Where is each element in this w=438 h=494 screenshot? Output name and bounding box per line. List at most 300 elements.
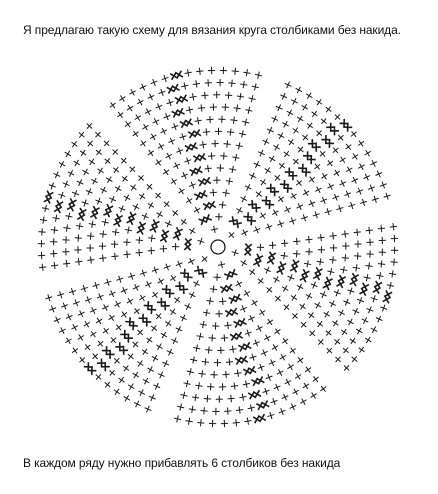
increase-symbol	[308, 139, 321, 152]
single-crochet-symbol	[254, 71, 263, 80]
single-crochet-symbol	[279, 92, 288, 101]
single-crochet-symbol	[104, 175, 114, 185]
footer-caption: В каждом ряду нужно прибавлять 6 столбиков без накида	[23, 456, 341, 470]
single-crochet-symbol	[276, 131, 286, 141]
single-crochet-symbol	[291, 126, 301, 136]
single-crochet-symbol	[289, 191, 299, 201]
single-crochet-symbol	[251, 83, 260, 92]
single-crochet-symbol	[162, 199, 172, 209]
single-crochet-symbol	[172, 161, 182, 171]
increase-symbol	[230, 332, 243, 341]
single-crochet-symbol	[243, 183, 253, 193]
single-crochet-symbol	[168, 307, 178, 317]
single-crochet-symbol	[196, 237, 205, 246]
single-crochet-symbol	[176, 403, 185, 412]
single-crochet-symbol	[293, 371, 303, 381]
single-crochet-symbol	[159, 127, 169, 137]
single-crochet-symbol	[62, 236, 70, 244]
single-crochet-symbol	[87, 157, 97, 167]
single-crochet-symbol	[226, 358, 234, 366]
single-crochet-symbol	[83, 342, 93, 352]
increase-symbol	[44, 191, 53, 204]
increase-symbol	[253, 414, 266, 423]
single-crochet-symbol	[348, 336, 358, 346]
single-crochet-symbol	[172, 295, 182, 305]
single-crochet-symbol	[331, 145, 341, 155]
single-crochet-symbol	[252, 160, 262, 170]
single-crochet-symbol	[148, 234, 156, 242]
single-crochet-symbol	[154, 342, 164, 352]
single-crochet-symbol	[184, 196, 194, 206]
increase-symbol	[102, 346, 115, 359]
single-crochet-symbol	[96, 166, 106, 176]
single-crochet-symbol	[159, 330, 169, 340]
single-crochet-symbol	[215, 310, 222, 317]
single-crochet-symbol	[217, 347, 224, 354]
increase-symbol	[162, 285, 174, 298]
single-crochet-symbol	[154, 102, 163, 111]
increase-symbol	[77, 208, 86, 221]
single-crochet-symbol	[266, 411, 275, 420]
single-crochet-symbol	[135, 327, 145, 337]
single-crochet-symbol	[192, 279, 202, 289]
single-crochet-symbol	[337, 308, 347, 318]
single-crochet-symbol	[122, 393, 132, 403]
single-crochet-symbol	[209, 420, 216, 427]
single-crochet-symbol	[69, 139, 79, 149]
increase-symbol	[199, 214, 212, 225]
single-crochet-symbol	[199, 320, 207, 328]
single-crochet-symbol	[347, 201, 356, 210]
single-crochet-symbol	[117, 94, 127, 104]
single-crochet-symbol	[93, 372, 103, 382]
single-crochet-symbol	[216, 396, 223, 403]
increase-symbol	[54, 200, 63, 213]
single-crochet-symbol	[175, 146, 184, 155]
single-crochet-symbol	[275, 368, 285, 378]
increase-symbol	[266, 184, 279, 197]
single-crochet-symbol	[99, 185, 109, 195]
single-crochet-symbol	[156, 142, 166, 152]
single-crochet-symbol	[304, 91, 314, 101]
single-crochet-symbol	[377, 225, 385, 233]
single-crochet-symbol	[239, 393, 247, 401]
increase-symbol	[323, 277, 333, 290]
single-crochet-symbol	[344, 165, 354, 175]
increase-symbol	[157, 298, 170, 311]
single-crochet-symbol	[167, 136, 176, 145]
single-crochet-symbol	[146, 200, 156, 210]
increase-symbol	[248, 200, 261, 212]
increase-symbol	[321, 135, 334, 148]
single-crochet-symbol	[357, 345, 367, 355]
single-crochet-symbol	[286, 362, 296, 372]
single-crochet-symbol	[296, 144, 306, 154]
single-crochet-symbol	[221, 334, 229, 342]
single-crochet-symbol	[378, 260, 386, 268]
single-crochet-symbol	[244, 417, 252, 425]
single-crochet-symbol	[196, 332, 204, 340]
single-crochet-symbol	[56, 290, 65, 299]
single-crochet-symbol	[206, 297, 214, 305]
single-crochet-symbol	[150, 353, 160, 363]
single-crochet-symbol	[299, 320, 309, 330]
single-crochet-symbol	[108, 335, 118, 345]
single-crochet-symbol	[156, 276, 166, 286]
single-crochet-symbol	[50, 238, 57, 245]
single-crochet-symbol	[205, 346, 213, 354]
single-crochet-symbol	[290, 97, 300, 107]
single-crochet-symbol	[323, 104, 333, 114]
single-crochet-symbol	[300, 213, 309, 222]
single-crochet-symbol	[224, 321, 232, 329]
single-crochet-symbol	[391, 235, 399, 243]
single-crochet-symbol	[266, 126, 276, 136]
single-crochet-symbol	[313, 300, 323, 310]
single-crochet-symbol	[219, 201, 227, 209]
single-crochet-symbol	[63, 260, 71, 268]
single-crochet-symbol	[58, 326, 68, 336]
single-crochet-symbol	[272, 142, 282, 152]
single-crochet-symbol	[379, 237, 386, 244]
single-crochet-symbol	[234, 369, 242, 377]
single-crochet-symbol	[214, 359, 221, 366]
single-crochet-symbol	[282, 149, 292, 159]
single-crochet-symbol	[192, 393, 200, 401]
single-crochet-symbol	[149, 78, 158, 87]
single-crochet-symbol	[277, 161, 287, 171]
single-crochet-symbol	[218, 116, 225, 123]
single-crochet-symbol	[247, 267, 257, 277]
single-crochet-symbol	[213, 91, 220, 98]
single-crochet-symbol	[248, 171, 258, 181]
single-crochet-symbol	[48, 181, 57, 190]
single-crochet-symbol	[102, 156, 112, 166]
single-crochet-symbol	[111, 241, 118, 248]
single-crochet-symbol	[232, 153, 240, 161]
single-crochet-symbol	[363, 148, 373, 158]
single-crochet-symbol	[338, 179, 348, 189]
increase-symbol	[340, 119, 353, 132]
single-crochet-symbol	[196, 67, 204, 75]
single-crochet-symbol	[260, 348, 269, 357]
single-crochet-symbol	[186, 368, 195, 377]
single-crochet-symbol	[183, 156, 192, 165]
single-crochet-symbol	[362, 172, 372, 182]
single-crochet-symbol	[88, 220, 96, 228]
single-crochet-symbol	[144, 182, 154, 192]
increase-symbol	[97, 359, 110, 372]
single-crochet-symbol	[242, 380, 251, 389]
single-crochet-symbol	[276, 219, 285, 228]
increase-symbol	[313, 267, 322, 280]
single-crochet-symbol	[75, 258, 83, 266]
single-crochet-symbol	[126, 351, 136, 361]
single-crochet-symbol	[264, 373, 273, 382]
single-crochet-symbol	[101, 218, 110, 227]
single-crochet-symbol	[114, 322, 124, 332]
single-crochet-symbol	[217, 164, 224, 171]
single-crochet-symbol	[108, 100, 118, 110]
single-crochet-symbol	[285, 108, 295, 118]
single-crochet-symbol	[99, 254, 107, 262]
increase-symbol	[115, 342, 128, 355]
single-crochet-symbol	[93, 130, 103, 140]
single-crochet-symbol	[201, 91, 209, 99]
increase-symbol	[280, 180, 292, 193]
single-crochet-symbol	[62, 248, 69, 255]
single-crochet-symbol	[300, 102, 310, 112]
single-crochet-symbol	[355, 186, 364, 195]
single-crochet-symbol	[291, 157, 301, 167]
single-crochet-symbol	[163, 262, 172, 271]
increase-symbol	[300, 269, 310, 282]
single-crochet-symbol	[281, 240, 289, 248]
single-crochet-symbol	[367, 183, 376, 192]
single-crochet-symbol	[60, 301, 69, 310]
single-crochet-symbol	[174, 325, 184, 335]
single-crochet-symbol	[107, 289, 116, 298]
single-crochet-symbol	[220, 152, 228, 160]
single-crochet-symbol	[180, 171, 190, 181]
single-crochet-symbol	[74, 234, 82, 242]
single-crochet-symbol	[76, 309, 86, 319]
single-crochet-symbol	[299, 397, 309, 407]
single-crochet-symbol	[138, 138, 148, 148]
single-crochet-symbol	[221, 420, 228, 427]
single-crochet-symbol	[144, 280, 154, 290]
single-crochet-symbol	[242, 288, 252, 298]
single-crochet-symbol	[52, 214, 60, 222]
single-crochet-symbol	[298, 301, 308, 311]
single-crochet-symbol	[245, 106, 254, 115]
increase-symbol	[175, 282, 188, 294]
single-crochet-symbol	[228, 165, 236, 173]
single-crochet-symbol	[94, 197, 103, 206]
increase-symbol	[170, 71, 183, 80]
single-crochet-symbol	[113, 299, 123, 309]
single-crochet-symbol	[111, 165, 121, 175]
single-crochet-symbol	[269, 242, 276, 249]
single-crochet-symbol	[160, 245, 167, 252]
single-crochet-symbol	[148, 132, 158, 142]
single-crochet-symbol	[236, 92, 244, 100]
single-crochet-symbol	[123, 238, 131, 246]
header-caption: Я предлагаю такую схему для вязания круга столбиками без накида.	[23, 23, 401, 37]
single-crochet-symbol	[208, 334, 216, 342]
single-crochet-symbol	[220, 67, 227, 74]
single-crochet-symbol	[222, 189, 230, 197]
single-crochet-symbol	[354, 252, 362, 260]
single-crochet-symbol	[319, 116, 329, 126]
single-crochet-symbol	[210, 371, 217, 378]
single-crochet-symbol	[204, 79, 212, 87]
increase-symbol	[243, 366, 256, 375]
single-crochet-symbol	[99, 230, 107, 238]
single-crochet-symbol	[199, 141, 207, 149]
single-crochet-symbol	[341, 230, 349, 238]
single-crochet-symbol	[130, 339, 140, 349]
single-crochet-symbol	[189, 356, 198, 365]
single-crochet-symbol	[94, 316, 104, 326]
single-crochet-symbol	[183, 302, 193, 312]
single-crochet-symbol	[115, 110, 125, 120]
single-crochet-symbol	[108, 195, 118, 205]
single-crochet-symbol	[38, 240, 45, 247]
single-crochet-symbol	[143, 107, 153, 117]
single-crochet-symbol	[324, 346, 334, 356]
single-crochet-symbol	[70, 322, 80, 332]
single-crochet-symbol	[356, 162, 366, 172]
single-crochet-symbol	[312, 210, 321, 219]
single-crochet-symbol	[165, 347, 175, 357]
single-crochet-symbol	[87, 244, 94, 251]
single-crochet-symbol	[170, 208, 180, 218]
single-crochet-symbol	[198, 370, 206, 378]
single-crochet-symbol	[128, 182, 138, 192]
single-crochet-symbol	[301, 381, 311, 391]
single-crochet-symbol	[280, 252, 288, 260]
single-crochet-symbol	[257, 148, 267, 158]
single-crochet-symbol	[258, 211, 268, 221]
single-crochet-symbol	[365, 226, 373, 234]
single-crochet-symbol	[360, 316, 370, 326]
single-crochet-symbol	[323, 328, 333, 338]
increase-symbol	[194, 190, 207, 200]
single-crochet-symbol	[95, 292, 104, 301]
single-crochet-symbol	[212, 322, 219, 329]
single-crochet-symbol	[161, 167, 171, 177]
single-crochet-symbol	[257, 308, 267, 318]
single-crochet-symbol	[234, 279, 244, 289]
single-crochet-symbol	[137, 293, 147, 303]
single-crochet-symbol	[143, 404, 152, 413]
single-crochet-symbol	[161, 359, 171, 369]
single-crochet-symbol	[389, 223, 397, 231]
single-crochet-symbol	[126, 382, 136, 392]
single-crochet-symbol	[283, 205, 293, 215]
single-crochet-symbol	[66, 169, 76, 179]
single-crochet-symbol	[319, 171, 329, 181]
single-crochet-symbol	[207, 383, 215, 391]
single-crochet-symbol	[51, 226, 59, 234]
single-crochet-symbol	[262, 333, 272, 343]
single-crochet-symbol	[135, 236, 143, 244]
single-crochet-symbol	[224, 407, 232, 415]
increase-symbol	[203, 201, 216, 210]
single-crochet-symbol	[52, 170, 62, 180]
single-crochet-symbol	[85, 139, 95, 149]
single-crochet-symbol	[92, 281, 101, 290]
single-crochet-symbol	[230, 382, 238, 390]
single-crochet-symbol	[204, 165, 212, 173]
single-crochet-symbol	[141, 122, 151, 132]
increase-symbol	[220, 284, 233, 293]
single-crochet-symbol	[174, 259, 183, 268]
single-crochet-symbol	[341, 254, 349, 262]
single-crochet-symbol	[239, 258, 249, 268]
single-crochet-symbol	[90, 176, 100, 186]
single-crochet-symbol	[288, 346, 298, 356]
single-crochet-symbol	[133, 113, 143, 123]
single-crochet-symbol	[273, 293, 283, 303]
single-crochet-symbol	[131, 129, 141, 139]
single-crochet-symbol	[153, 190, 163, 200]
single-crochet-symbol	[366, 250, 374, 258]
single-crochet-symbol	[356, 296, 365, 305]
single-crochet-symbol	[327, 268, 336, 277]
single-crochet-symbol	[170, 336, 180, 346]
single-crochet-symbol	[315, 319, 325, 329]
single-crochet-symbol	[338, 155, 348, 165]
single-crochet-symbol	[164, 219, 174, 229]
increase-symbol	[84, 362, 97, 375]
single-crochet-symbol	[99, 242, 106, 249]
single-crochet-symbol	[200, 407, 208, 415]
single-crochet-symbol	[140, 347, 150, 357]
single-crochet-symbol	[194, 117, 202, 125]
single-crochet-symbol	[185, 106, 194, 115]
single-crochet-symbol	[255, 323, 265, 333]
single-crochet-symbol	[316, 337, 326, 347]
single-crochet-symbol	[63, 149, 73, 159]
single-crochet-symbol	[225, 91, 233, 99]
single-crochet-symbol	[72, 298, 81, 307]
single-crochet-symbol	[151, 265, 160, 274]
increase-symbol	[383, 290, 392, 303]
increase-symbol	[298, 164, 310, 177]
single-crochet-symbol	[345, 317, 355, 327]
single-crochet-symbol	[50, 250, 57, 257]
single-crochet-symbol	[211, 140, 218, 147]
single-crochet-symbol	[116, 375, 126, 385]
single-crochet-symbol	[88, 306, 98, 316]
single-crochet-symbol	[210, 225, 219, 234]
single-crochet-symbol	[164, 151, 174, 161]
single-crochet-symbol	[76, 333, 86, 343]
single-crochet-symbol	[173, 415, 182, 424]
single-crochet-symbol	[272, 326, 282, 336]
single-crochet-symbol	[119, 309, 129, 319]
single-crochet-symbol	[137, 191, 147, 201]
single-crochet-symbol	[276, 194, 286, 204]
single-crochet-symbol	[278, 352, 288, 362]
single-crochet-symbol	[333, 354, 343, 364]
single-crochet-symbol	[39, 216, 47, 224]
single-crochet-symbol	[350, 175, 360, 185]
single-crochet-symbol	[163, 319, 173, 329]
single-crochet-symbol	[280, 336, 290, 346]
single-crochet-symbol	[270, 343, 280, 353]
single-crochet-symbol	[231, 67, 239, 75]
single-crochet-symbol	[81, 198, 90, 207]
single-crochet-symbol	[187, 290, 197, 300]
increase-symbol	[150, 219, 160, 232]
single-crochet-symbol	[72, 158, 82, 168]
single-crochet-symbol	[286, 137, 296, 147]
single-crochet-symbol	[61, 179, 70, 188]
single-crochet-symbol	[369, 325, 379, 335]
increase-symbol	[160, 230, 169, 243]
single-crochet-symbol	[330, 244, 337, 251]
single-crochet-symbol	[379, 180, 388, 189]
single-crochet-symbol	[115, 275, 124, 284]
single-crochet-symbol	[374, 169, 384, 179]
single-crochet-symbol	[248, 94, 257, 103]
single-crochet-symbol	[185, 417, 193, 425]
single-crochet-symbol	[146, 148, 156, 158]
single-crochet-symbol	[78, 148, 88, 158]
